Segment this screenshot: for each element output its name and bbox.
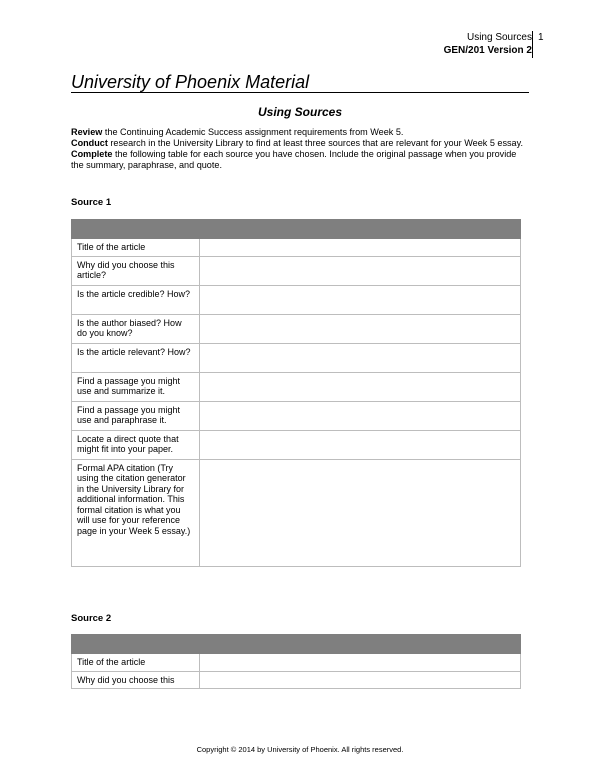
question-cell: Why did you choose this article? — [72, 256, 200, 285]
instruction-text: research in the University Library to find at least three sources that are relevant for your Week 5 essay. — [107, 138, 524, 148]
source-2-table — [71, 634, 521, 689]
answer-cell[interactable] — [200, 372, 521, 401]
question-cell: Is the article relevant? How? — [72, 343, 200, 372]
header-title: Using Sources — [466, 32, 532, 43]
answer-cell[interactable] — [200, 430, 521, 459]
instructions — [71, 127, 531, 171]
answer-cell[interactable] — [200, 239, 521, 257]
header-cell — [72, 635, 200, 654]
question-cell: Title of the article — [72, 239, 200, 257]
table-row — [72, 256, 521, 285]
table-row — [72, 654, 521, 672]
instruction-complete — [71, 149, 531, 171]
header-cell — [200, 635, 521, 654]
question-cell: Is the article credible? How? — [72, 285, 200, 314]
question-cell: Find a passage you might use and summarize it. — [72, 372, 200, 401]
instruction-lead: Review — [71, 127, 103, 137]
table-row — [72, 430, 521, 459]
instruction-review — [71, 127, 531, 138]
question-cell: Locate a direct quote that might fit into your paper. — [72, 430, 200, 459]
table-row — [72, 343, 521, 372]
instruction-text: the Continuing Academic Success assignment requirements from Week 5. — [102, 127, 404, 137]
table-row — [72, 459, 521, 566]
question-cell: Is the author biased? How do you know? — [72, 314, 200, 343]
answer-cell[interactable] — [200, 343, 521, 372]
source-1-table — [71, 219, 521, 567]
header-cell — [200, 220, 521, 239]
answer-cell[interactable] — [200, 256, 521, 285]
answer-cell[interactable] — [200, 459, 521, 566]
table-row — [72, 285, 521, 314]
question-cell: Formal APA citation (Try using the citation generator in the University Library for additional information. This formal citation is what you will use for your reference page in your Week 5 essay.) — [72, 459, 200, 566]
question-cell: Why did you choose this — [72, 671, 200, 689]
instruction-conduct — [71, 138, 531, 149]
instruction-lead: Conduct — [71, 138, 108, 148]
answer-cell[interactable] — [200, 285, 521, 314]
table-row — [72, 401, 521, 430]
answer-cell[interactable] — [200, 314, 521, 343]
page-number: 1 — [538, 32, 544, 43]
table-row — [72, 314, 521, 343]
source-1-label: Source 1 — [71, 197, 112, 208]
source-2-label: Source 2 — [71, 613, 112, 624]
question-cell: Title of the article — [72, 654, 200, 672]
running-header — [444, 31, 532, 57]
table-row — [72, 671, 521, 689]
question-cell: Find a passage you might use and paraphrase it. — [72, 401, 200, 430]
table-header-row — [72, 220, 521, 239]
instruction-lead: Complete — [71, 149, 113, 159]
instruction-text: the following table for each source you have chosen. Include the original passage when you provide the summary, paraphrase, and quote. — [71, 149, 517, 170]
banner-rule — [71, 92, 529, 93]
table-header-row — [72, 635, 521, 654]
table-row — [72, 239, 521, 257]
copyright-footer: Copyright © 2014 by University of Phoenix. All rights reserved. — [196, 745, 404, 754]
header-divider — [532, 31, 533, 58]
header-course: GEN/201 Version 2 — [443, 45, 532, 56]
header-cell — [72, 220, 200, 239]
answer-cell[interactable] — [200, 654, 521, 672]
answer-cell[interactable] — [200, 671, 521, 689]
banner-title: University of Phoenix Material — [71, 72, 310, 92]
table-row — [72, 372, 521, 401]
answer-cell[interactable] — [200, 401, 521, 430]
document-title: Using Sources — [257, 105, 343, 119]
